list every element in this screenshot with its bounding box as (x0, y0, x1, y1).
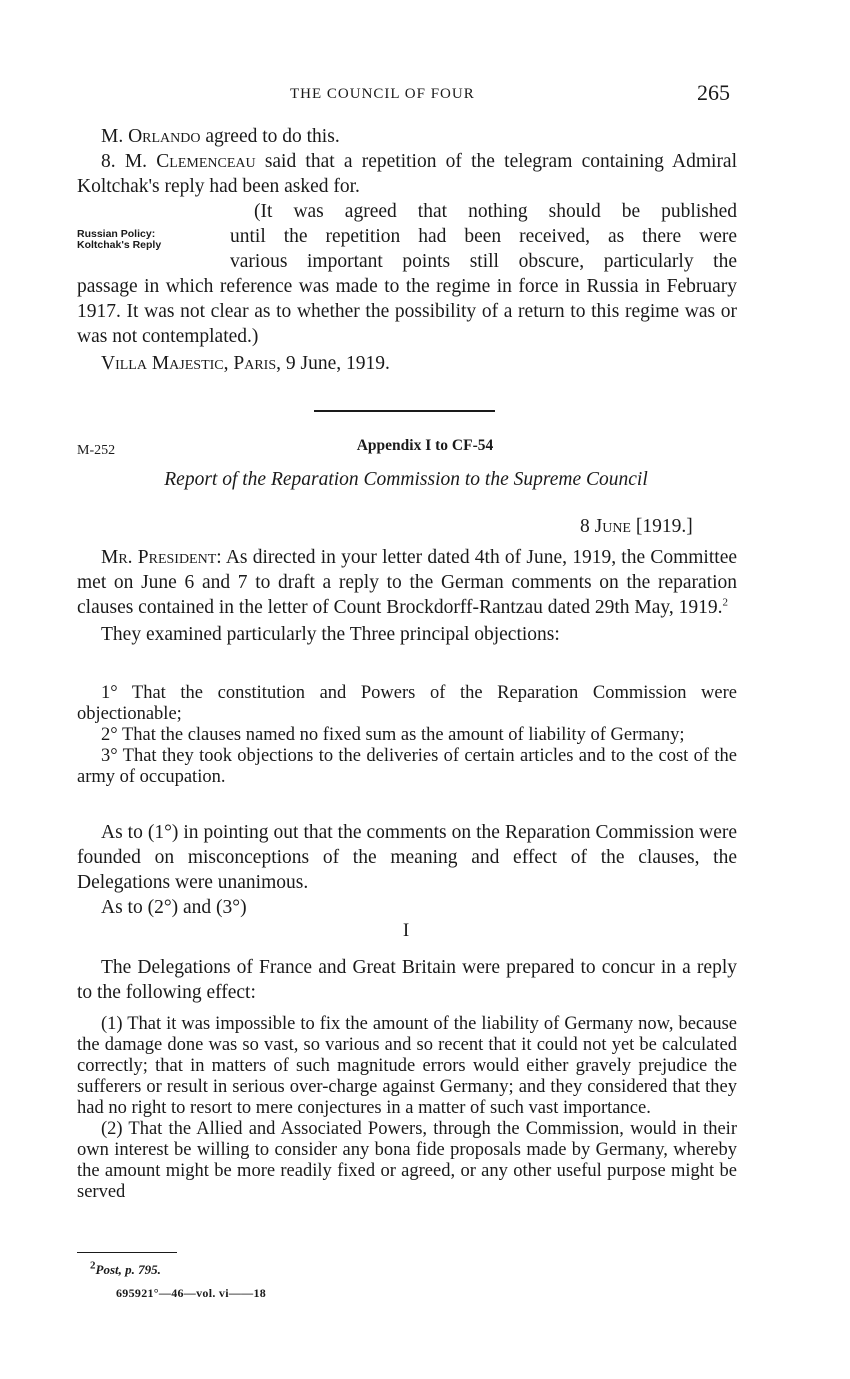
paragraph-line: (It was agreed that nothing should be published (254, 201, 737, 222)
points-list (77, 1014, 737, 1203)
paragraph-text: They examined particularly the Three principal objections: (101, 624, 560, 645)
paragraph-clemenceau (77, 149, 737, 199)
margin-note-line: Russian Policy: (77, 228, 156, 240)
running-title: THE COUNCIL OF FOUR (290, 86, 475, 102)
footnote-reference: 2 (722, 596, 728, 609)
speaker-name: Clemenceau (156, 151, 256, 172)
list-item: 3° That they took objections to the deliveries of certain articles and to the cost of the army of occupation. (77, 746, 737, 787)
paragraph-line: various important points still obscure, particularly the (230, 251, 737, 272)
salutation: Mr. President (101, 547, 217, 568)
paragraph-salutation (77, 545, 737, 620)
signoff-city: Paris (233, 353, 277, 374)
report-intro (77, 545, 737, 647)
report-conclusions (77, 820, 737, 920)
report-date (580, 516, 693, 538)
list-item: (1) That it was impossible to fix the amount of the liability of Germany now, because the damage done was so vast, so various and so recent that it could not yet be calculated correctly; that in matters of such magnitude errors would either gravely prejudice the sufferers or result in serious over-charge against Germany; and they considered that they had no right to resort to mere conjectures in a matter of such vast importance. (77, 1014, 737, 1118)
objections-list (77, 683, 737, 788)
paragraph-text: The Delegations of France and Great Britain were prepared to concur in a reply to the following effect: (77, 957, 737, 1003)
signoff-place: Villa Majestic (101, 353, 224, 374)
signoff-line (77, 351, 737, 376)
margin-note (77, 229, 227, 251)
section-numeral: I (402, 920, 410, 941)
signoff-date: , 9 June, 1919. (276, 353, 390, 374)
footnote (90, 1259, 161, 1278)
list-item: 1° That the constitution and Powers of the Reparation Commission were objectionable; (77, 683, 737, 724)
print-code: 695921°—46—vol. vi——18 (116, 1286, 267, 1300)
date-day: 8 (580, 516, 595, 537)
list-item: 2° That the clauses named no fixed sum as the amount of liability of Germany; (101, 725, 685, 745)
report-title: Report of the Reparation Commission to the Supreme Council (164, 469, 648, 490)
paragraph-orlando (77, 124, 737, 149)
document-id: M-252 (77, 443, 116, 458)
paragraph-text: : As directed in your letter dated 4th of June, 1919, the Committee met on June 6 and 7 to draft a reply to the German comments on the reparation clauses contained in the letter of Count Brockdorff-Rantzau dated 29th May, 1919. (77, 547, 737, 618)
page-number: 265 (697, 80, 730, 105)
footnote-divider (77, 1252, 177, 1253)
list-item: (2) That the Allied and Associated Powers, through the Commission, would in their own interest be willing to consider any bona fide proposals made by Germany, whereby the amount might be more readily fixed or agreed, or any other useful purpose might be served (77, 1119, 737, 1202)
paragraph-text: As to (1°) in pointing out that the comments on the Reparation Commission were founded on misconceptions of the meaning and effect of the clauses, the Delegations were unanimous. (77, 822, 737, 893)
date-year: [1919.] (631, 516, 693, 537)
paragraph-line: until the repetition had been received, as there were (230, 226, 737, 247)
paragraph-text: said that a repetition of the telegram containing Admiral Koltchak's reply had been asked for. (77, 151, 738, 197)
footnote-marker: 2 (90, 1259, 96, 1272)
paragraph-text: As to (2°) and (3°) (101, 897, 247, 918)
paragraph-text: agreed to do this. (200, 126, 340, 147)
speaker-name: M. Orlando (101, 126, 201, 147)
item-number: 8. M. (101, 151, 157, 172)
date-month: June (594, 516, 631, 537)
delegations-paragraph (77, 955, 737, 1005)
signoff-separator: , (223, 353, 234, 374)
footnote-text: Post, p. 795. (95, 1262, 161, 1277)
margin-note-line: Koltchak's Reply (77, 239, 162, 251)
section-divider (314, 410, 495, 412)
appendix-title: Appendix I to CF-54 (356, 437, 494, 454)
paragraph-text: passage in which reference was made to the regime in force in Russia in February 1917. It was not clear as to whether the possibility of a return to this regime was or was not contemplated.) (77, 276, 737, 347)
